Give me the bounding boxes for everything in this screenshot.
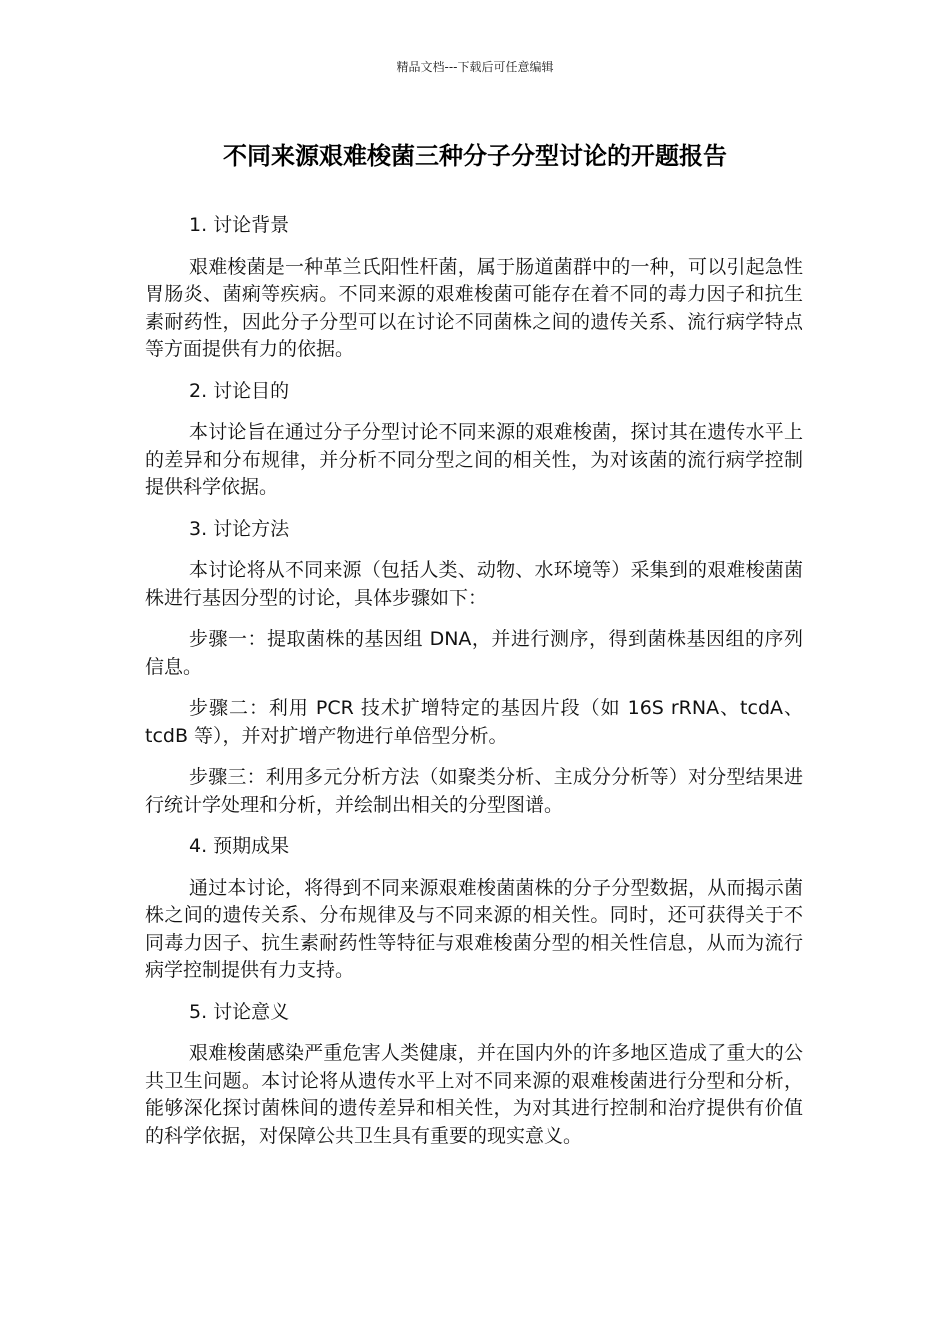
section-expected-results <box>145 833 803 985</box>
document-title: 不同来源艰难梭菌三种分子分型讨论的开题报告 <box>223 142 727 170</box>
section-heading: 5. 讨论意义 <box>189 1000 290 1023</box>
paragraph: 艰难梭菌感染严重危害人类健康，并在国内外的许多地区造成了重大的公共卫生问题。本讨论将从遗传水平上对不同来源的艰难梭菌进行分型和分析，能够深化探讨菌株间的遗传差异和相关性，为对其进行控制和治疗提供有价值的科学依据，对保障公共卫生具有重要的现实意义。 <box>145 1042 803 1147</box>
step-paragraph: 步骤一：提取菌株的基因组 DNA，并进行测序，得到菌株基因组的序列信息。 <box>145 628 803 678</box>
section-heading: 3. 讨论方法 <box>189 517 290 540</box>
paragraph: 通过本讨论，将得到不同来源艰难梭菌菌株的分子分型数据，从而揭示菌株之间的遗传关系、分布规律及与不同来源的相关性。同时，还可获得关于不同毒力因子、抗生素耐药性等特征与艰难梭菌分型的相关性信息，从而为流行病学控制提供有力支持。 <box>145 876 803 981</box>
section-methods <box>145 516 803 820</box>
section-purpose <box>145 378 803 502</box>
paragraph: 本讨论旨在通过分子分型讨论不同来源的艰难梭菌，探讨其在遗传水平上的差异和分布规律，并分析不同分型之间的相关性，为对该菌的流行病学控制提供科学依据。 <box>145 421 803 498</box>
step-paragraph: 步骤二：利用 PCR 技术扩增特定的基因片段（如 16S rRNA、tcdA、tcdB 等），并对扩增产物进行单倍型分析。 <box>145 697 803 747</box>
section-heading: 1. 讨论背景 <box>189 214 290 236</box>
page-header-note: 精品文档---下载后可任意编辑 <box>396 60 554 74</box>
paragraph: 本讨论将从不同来源（包括人类、动物、水环境等）采集到的艰难梭菌菌株进行基因分型的讨论，具体步骤如下： <box>145 559 803 609</box>
step-paragraph: 步骤三：利用多元分析方法（如聚类分析、主成分分析等）对分型结果进行统计学处理和分析，并绘制出相关的分型图谱。 <box>145 766 803 816</box>
section-background <box>145 212 803 364</box>
section-heading: 2. 讨论目的 <box>189 379 290 402</box>
section-heading: 4. 预期成果 <box>189 835 290 857</box>
document-body <box>145 212 803 1164</box>
paragraph: 艰难梭菌是一种革兰氏阳性杆菌，属于肠道菌群中的一种，可以引起急性胃肠炎、菌痢等疾病。不同来源的艰难梭菌可能存在着不同的毒力因子和抗生素耐药性，因此分子分型可以在讨论不同菌株之间的遗传关系、流行病学特点等方面提供有力的依据。 <box>145 255 803 360</box>
section-significance <box>145 999 803 1151</box>
